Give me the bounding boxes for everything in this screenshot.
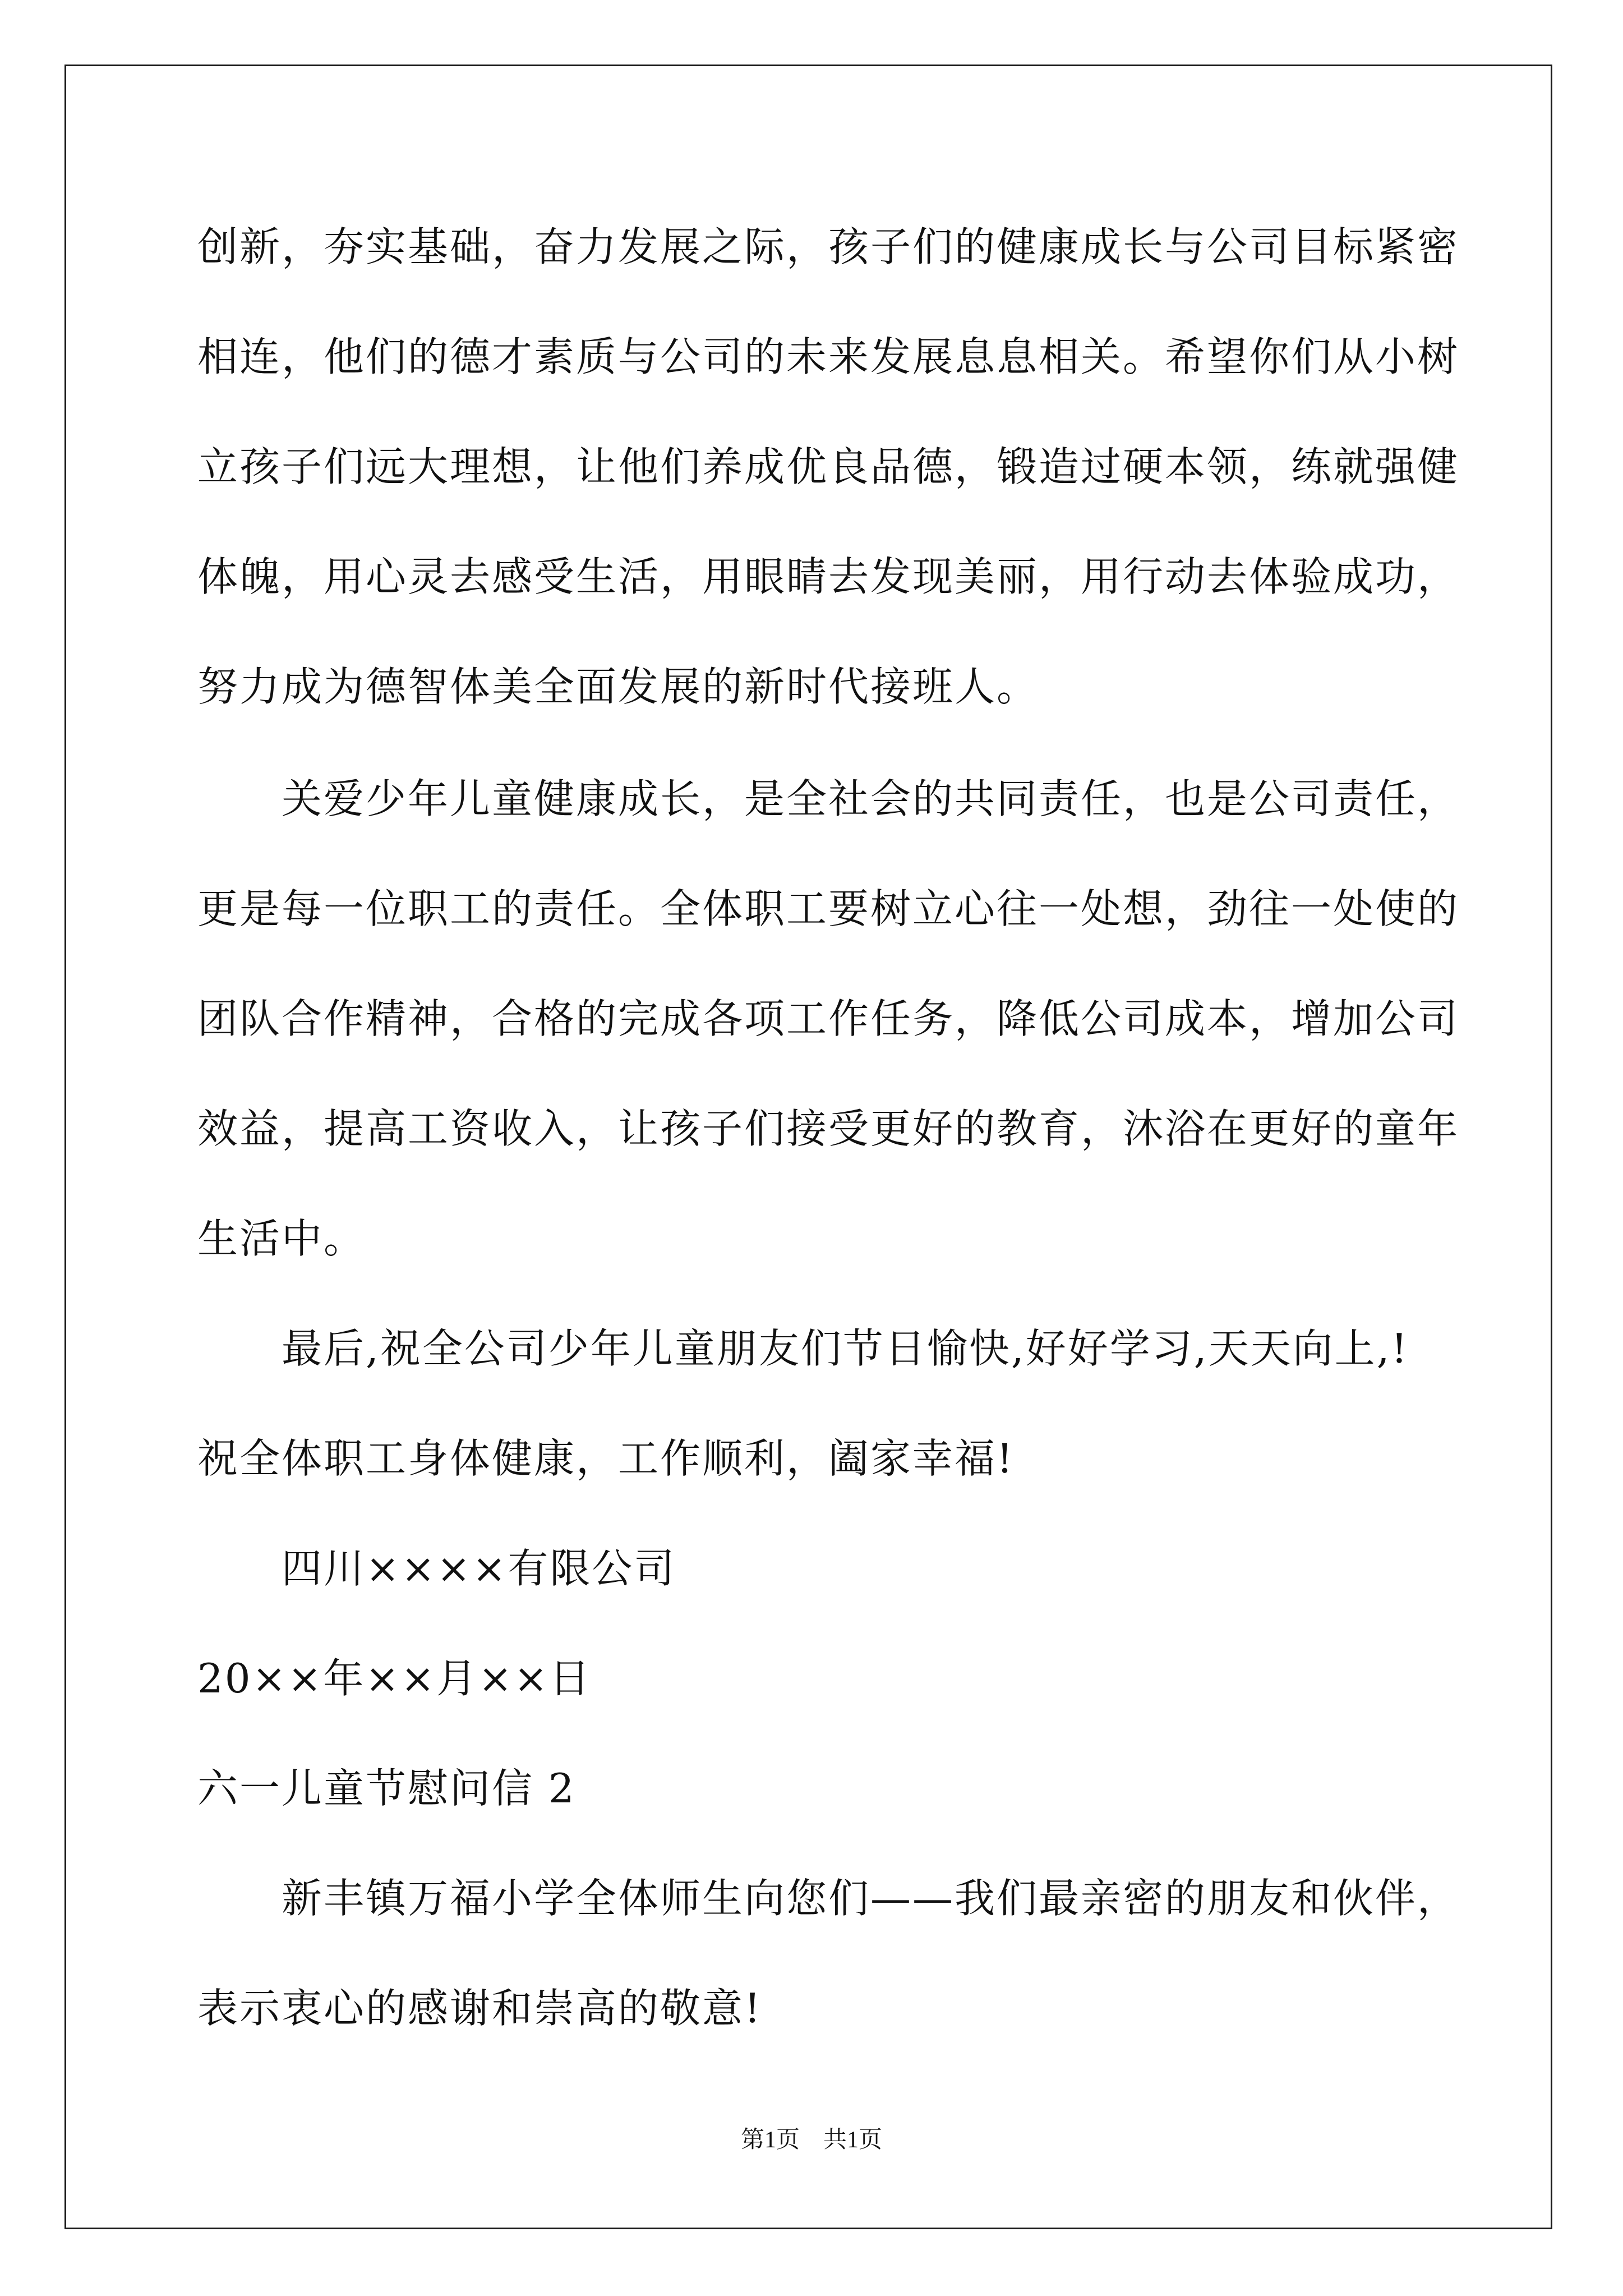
body-line: 表示衷心的感谢和崇高的敬意! [197,1985,762,2032]
body-line: 相连，他们的德才素质与公司的未来发展息息相关。希望你们从小树 [197,333,1460,380]
body-line: 效益，提高工资收入，让孩子们接受更好的教育，沐浴在更好的童年 [197,1105,1460,1152]
page-number: 第1页 共1页 [740,2127,882,2153]
body-line: 创新，夯实基础，奋力发展之际，孩子们的健康成长与公司目标紧密 [197,223,1460,270]
body-line: 生活中。 [197,1215,366,1262]
company-name: 四川××××有限公司 [282,1545,676,1592]
body-line: 最后,祝全公司少年儿童朋友们节日愉快,好好学习,天天向上,! [282,1325,1409,1372]
body-line: 体魄，用心灵去感受生活，用眼睛去发现美丽，用行动去体验成功， [197,553,1460,600]
body-line: 立孩子们远大理想，让他们养成优良品德，锻造过硬本领，练就强健 [197,443,1460,490]
body-line: 新丰镇万福小学全体师生向您们——我们最亲密的朋友和伙伴， [282,1875,1460,1922]
section-heading: 六一儿童节慰问信 2 [197,1765,576,1812]
body-line: 关爱少年儿童健康成长，是全社会的共同责任，也是公司责任， [282,775,1460,822]
body-line: 努力成为德智体美全面发展的新时代接班人。 [197,663,1039,710]
body-line: 团队合作精神，合格的完成各项工作任务，降低公司成本，增加公司 [197,995,1460,1042]
body-line: 祝全体职工身体健康，工作顺利，阖家幸福! [197,1435,1015,1482]
date-line: 20××年××月××日 [197,1655,592,1702]
body-line: 更是每一位职工的责任。全体职工要树立心往一处想，劲往一处使的 [197,885,1460,932]
